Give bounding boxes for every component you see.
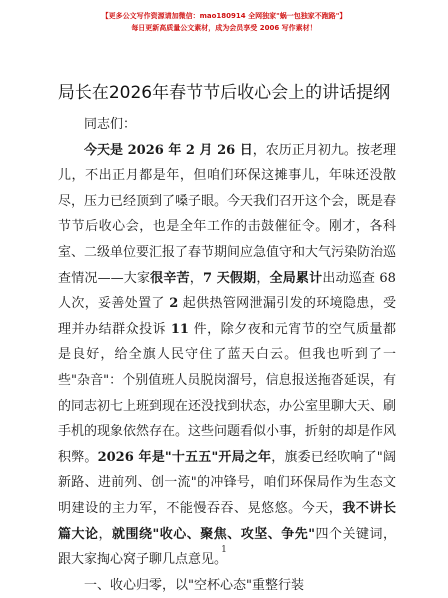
- bold-span: 就围绕"收心、聚焦、攻坚、争先": [112, 526, 315, 542]
- bold-span: 很辛苦: [150, 270, 190, 286]
- promo-banner-line1: 【更多公文写作资源请加微信：mao180914 全网独家"蜗一包独家不跑路"】: [101, 12, 347, 20]
- bold-span: 今天是 2026 年 2 月 26 日: [84, 142, 253, 158]
- bold-span: 11: [170, 321, 189, 337]
- text-span: 起供热管网泄漏引发的环境隐患，受理并办结群众投诉: [58, 296, 396, 337]
- page-number: 1: [221, 545, 227, 555]
- text-span: 件，除夕夜和元宵节的空气质量都是良好，给全旗人民守住了蓝天白云。但我也听到了一些"杂音"：个别值班人员脱岗溜号，信息报送拖沓延误，有的同志初七上班到现在还没找到状态，办公室里聊大天、刷手机的现象依然存在。这些问题看似小事，折射的却是作风积弊。: [58, 321, 397, 465]
- document-body: [58, 112, 396, 598]
- bold-span: 7 天假期: [202, 270, 257, 286]
- bold-span: 2: [169, 296, 179, 312]
- text-span: ，: [256, 270, 270, 286]
- text-span: ，: [98, 526, 112, 542]
- text-span: 出动巡查 68 人次，妥善处置了: [58, 270, 396, 312]
- salutation: 同志们：: [84, 117, 137, 132]
- bold-span: 我不讲长篇大论: [58, 500, 396, 542]
- document-title: 局长在2026年春节节后收心会上的讲话提纲: [57, 83, 391, 103]
- promo-banner: [0, 10, 448, 34]
- bold-span: 2026 年是"十五五"开局之年: [97, 449, 272, 465]
- text-span: 四个关键词，跟大家掏心窝子聊几点意见。: [58, 526, 396, 568]
- text-span: ，旗委已经吹响了"阔新路、进前列、创一流"的冲锋号，咱们环保局作为生态文明建设的主力军，不能慢吞吞、晃悠悠。今天，: [58, 449, 396, 516]
- paragraph-1: [58, 138, 396, 573]
- text-span: ，农历正月初九。按老理儿，不出正月都是年，但咱们环保这摊事儿，年味还没散尽，压力已经顶到了嗓子眼。今天我们召开这个会，既是春节节后收心会，也是全年工作的击鼓催征令。刚才，各科室、二级单位要汇报了春节期间应急值守和大气污染防治巡查情况——大家: [58, 142, 397, 286]
- promo-banner-line2: 每日更新高质量公文素材，成为会员享受 2006 写作素材！: [131, 24, 317, 32]
- section-heading-1: 一、收心归零，以"空杯心态"重整行装: [84, 577, 304, 593]
- text-span: ，: [189, 270, 203, 286]
- bold-span: 全局累计: [269, 270, 323, 286]
